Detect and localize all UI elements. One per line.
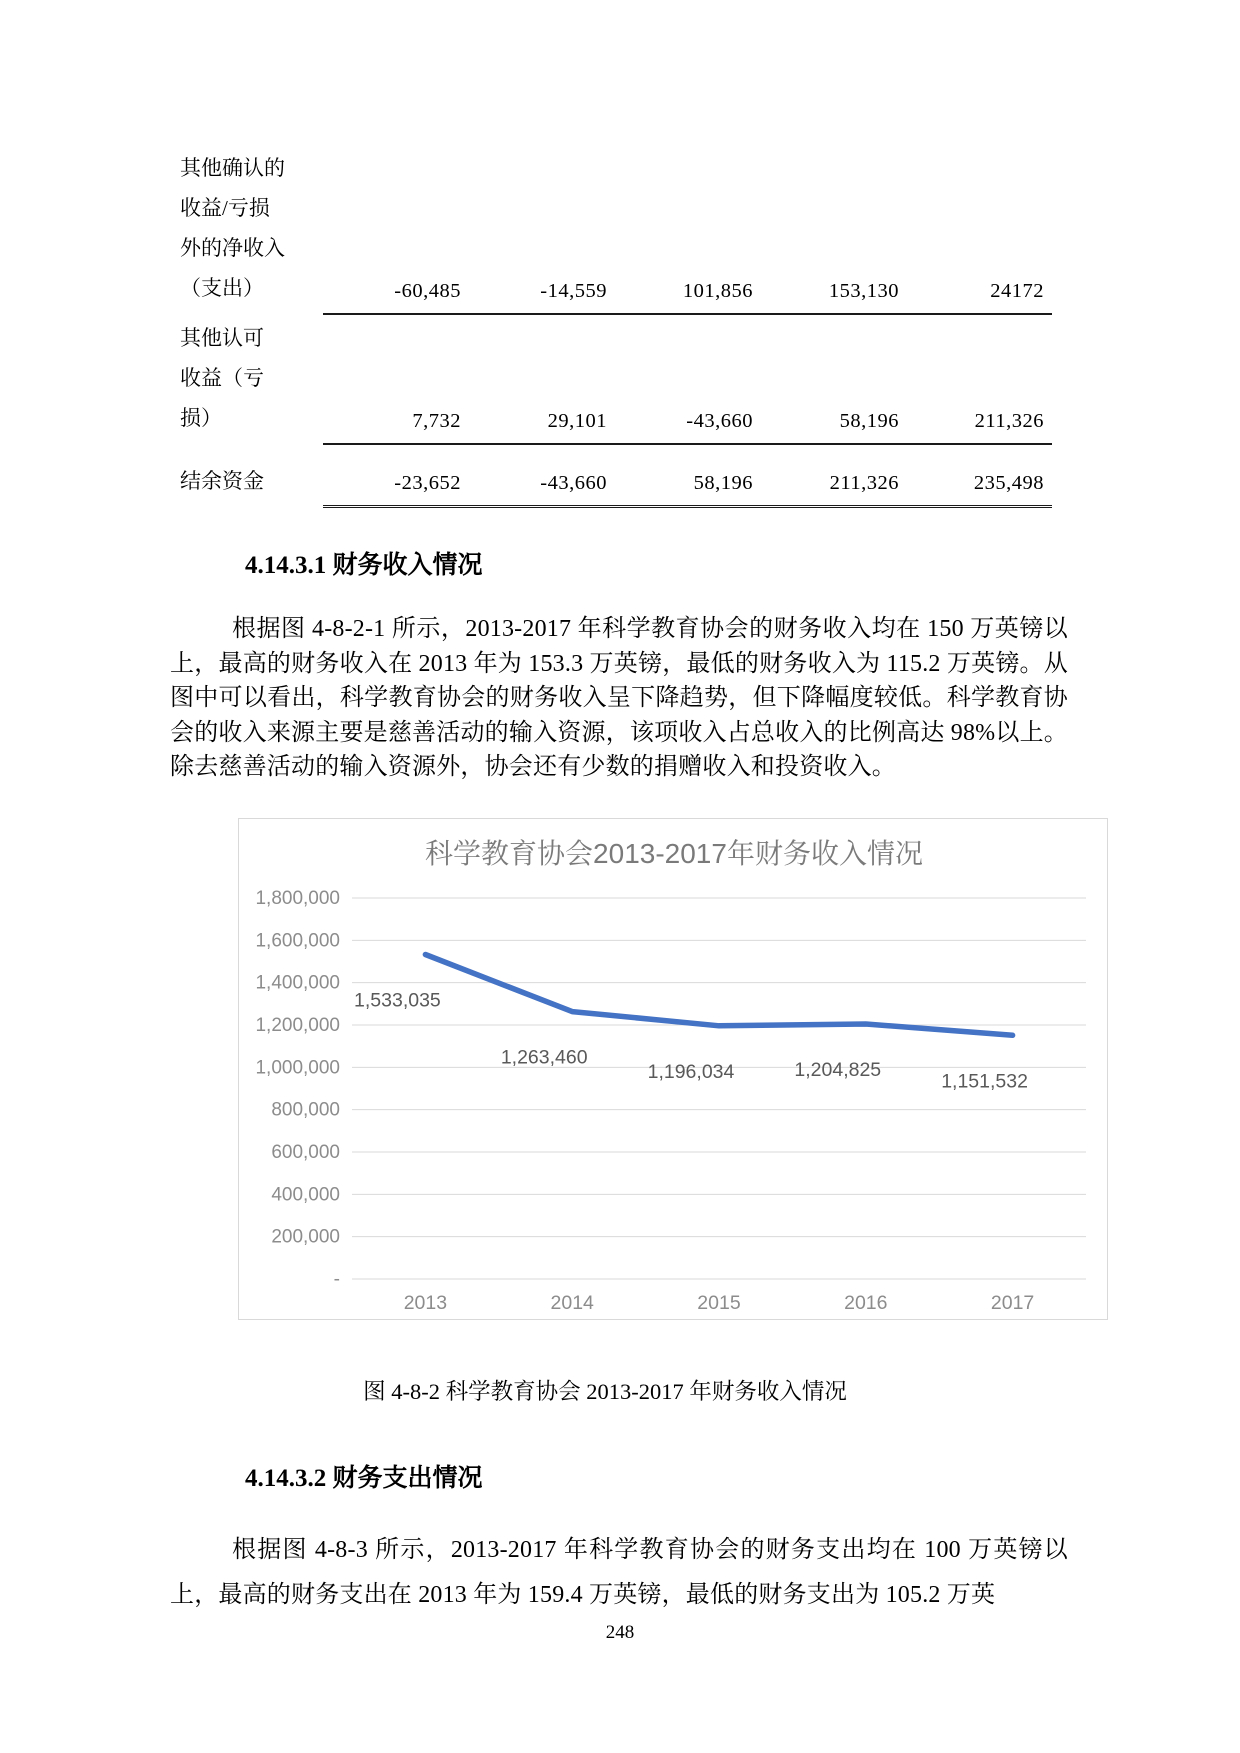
table-row [180, 444, 1052, 507]
section-heading-income: 4.14.3.1 财务收入情况 [245, 552, 483, 579]
table-cell: 58,196 [761, 314, 907, 444]
row-label [180, 148, 323, 314]
data-label: 1,533,035 [354, 989, 441, 1012]
section-heading-expense: 4.14.3.2 财务支出情况 [245, 1465, 483, 1492]
y-axis-tick-label: 1,400,000 [255, 972, 340, 994]
x-axis-tick-label: 2016 [844, 1292, 888, 1314]
table-cell: 211,326 [761, 444, 907, 507]
y-axis-tick-label: 1,200,000 [255, 1015, 340, 1036]
x-axis-tick-label: 2015 [697, 1292, 741, 1314]
income-chart-svg [239, 819, 1107, 1319]
table-cell: 211,326 [907, 314, 1052, 444]
y-axis-tick-label: 400,000 [271, 1184, 340, 1206]
table-cell: 235,498 [907, 444, 1052, 507]
table-cell: -23,652 [323, 444, 469, 507]
row-label-line: 损） [180, 406, 222, 430]
table-cell: 101,856 [615, 148, 761, 314]
row-label-line: 收益（亏 [180, 366, 264, 390]
table-cell: 58,196 [615, 444, 761, 507]
table-row [180, 148, 1052, 314]
financial-table [180, 148, 1052, 508]
row-label [180, 314, 323, 444]
y-axis-tick-label: 1,800,000 [255, 888, 340, 909]
table-row [180, 314, 1052, 444]
row-label-line: 收益/亏损 [180, 196, 270, 220]
data-label: 1,263,460 [500, 1046, 588, 1069]
page-number: 248 [605, 1622, 635, 1643]
chart-title: 科学教育协会2013-2017年财务收入情况 [425, 838, 923, 869]
table-cell: 29,101 [469, 314, 615, 444]
y-axis-tick-label: - [333, 1269, 340, 1290]
income-chart [238, 818, 1108, 1320]
y-axis-tick-label: 1,000,000 [255, 1057, 340, 1079]
table-cell: -60,485 [323, 148, 469, 314]
data-label: 1,196,034 [647, 1060, 735, 1083]
row-label-line: （支出） [180, 276, 264, 300]
data-label: 1,151,532 [941, 1070, 1028, 1093]
row-label-line: 结余资金 [180, 468, 264, 493]
income-paragraph: 根据图 4-8-2-1 所示，2013-2017 年科学教育协会的财务收入均在 150 万英镑以上，最高的财务收入在 2013 年为 153.3 万英镑，最低的财务收入为 115.2 万英镑。从图中可以看出，科学教育协会的财务收入呈下降趋势，但下降幅度较低。科学教育协会的收入来源主要是慈善活动的输入资源，该项收入占总收入的比例高达 98%以上。除去慈善活动的输入资源外，协会还有少数的捐赠收入和投资收入。 [170, 616, 1068, 780]
row-label [180, 444, 323, 507]
row-label-line: 外的净收入 [180, 236, 285, 260]
table-cell: -43,660 [469, 444, 615, 507]
x-axis-tick-label: 2017 [990, 1292, 1035, 1314]
table-cell: 7,732 [323, 314, 469, 444]
table-cell: 24172 [907, 148, 1052, 314]
income-series-line [425, 955, 1012, 1036]
y-axis-tick-label: 200,000 [271, 1226, 340, 1248]
expense-paragraph: 根据图 4-8-3 所示，2013-2017 年科学教育协会的财务支出均在 100 万英镑以上，最高的财务支出在 2013 年为 159.4 万英镑，最低的财务支出为 105.2 万英 [170, 1537, 1068, 1608]
row-label-line: 其他确认的 [180, 156, 285, 180]
table-cell: -43,660 [615, 314, 761, 444]
y-axis-tick-label: 600,000 [271, 1142, 340, 1163]
table-cell: -14,559 [469, 148, 615, 314]
y-axis-tick-label: 800,000 [271, 1099, 340, 1121]
data-label: 1,204,825 [794, 1058, 882, 1081]
x-axis-tick-label: 2013 [403, 1292, 448, 1314]
table-cell: 153,130 [761, 148, 907, 314]
row-label-line: 其他认可 [180, 326, 264, 350]
figure-caption: 图 4-8-2 科学教育协会 2013-2017 年财务收入情况 [363, 1379, 847, 1404]
x-axis-tick-label: 2014 [550, 1292, 594, 1314]
y-axis-tick-label: 1,600,000 [255, 930, 340, 952]
